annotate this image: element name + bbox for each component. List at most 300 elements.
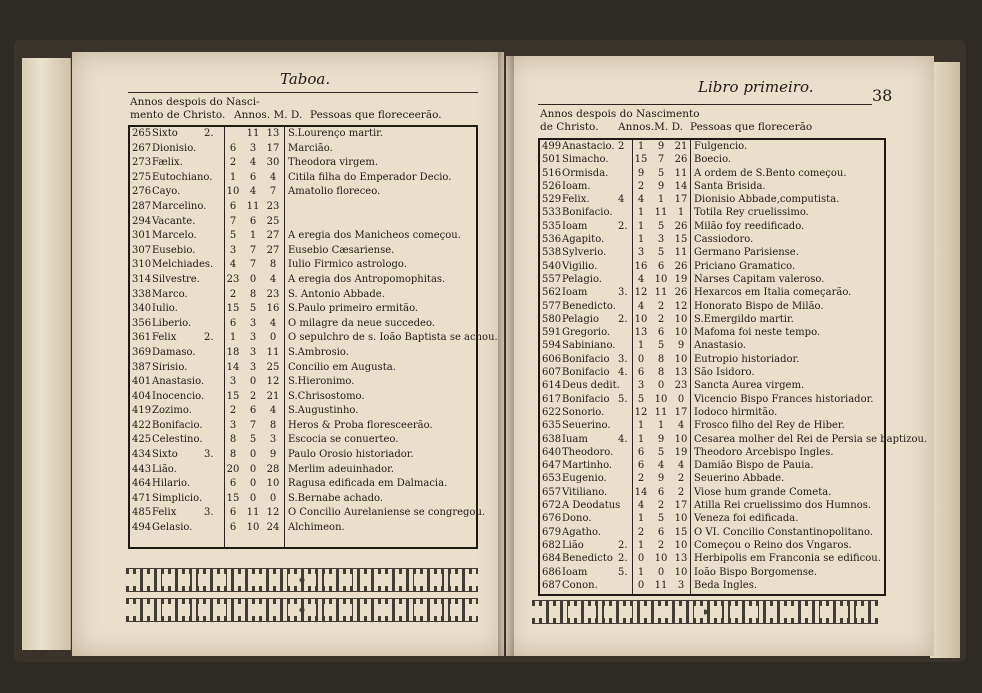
years-cell: 8	[229, 434, 237, 446]
months-cell: 9	[657, 433, 665, 445]
persons-cell: Merlim adeuinhador.	[288, 463, 395, 475]
year-cell: 340	[132, 303, 152, 315]
days-cell: 27	[266, 244, 280, 256]
years-cell: 8	[229, 449, 237, 461]
years-cell: 1	[637, 539, 645, 551]
year-cell: 672	[542, 500, 562, 512]
pope-name-cell: Vacante.	[152, 215, 196, 227]
pope-name-cell: Melchiades.	[152, 259, 214, 271]
year-cell: 686	[542, 566, 562, 578]
table-row	[130, 185, 476, 200]
table-row	[540, 406, 884, 419]
months-cell: 4	[249, 157, 257, 169]
months-cell: 0	[249, 273, 257, 285]
pope-name-cell: Felix	[152, 332, 177, 344]
table-row	[540, 512, 884, 525]
years-cell: 1	[229, 332, 237, 344]
days-cell: 0	[677, 393, 685, 405]
months-cell: 5	[657, 340, 665, 352]
years-cell: 3	[229, 376, 237, 388]
year-cell: 434	[132, 449, 152, 461]
persons-cell: Alchimeon.	[288, 522, 345, 534]
years-cell: 10	[226, 186, 240, 198]
persons-cell: O sepulchro de s. Ioão Baptista se achou.	[288, 332, 498, 344]
persons-cell: Eusebio Cæsariense.	[288, 244, 395, 256]
year-cell: 617	[542, 393, 562, 405]
pope-name-cell: Ioam.	[562, 180, 591, 192]
year-cell: 653	[542, 473, 562, 485]
table-row	[540, 366, 884, 379]
pope-name-cell: Ioam	[562, 566, 588, 578]
months-cell: 5	[657, 446, 665, 458]
year-cell: 276	[132, 186, 152, 198]
persons-cell: S. Antonio Abbade.	[288, 288, 385, 300]
persons-cell: Fulgencio.	[694, 141, 748, 152]
years-cell: 1	[637, 234, 645, 246]
pope-name-cell: Hilario.	[152, 478, 191, 490]
years-cell: 6	[229, 317, 237, 329]
days-cell: 21	[674, 141, 688, 152]
pope-name-cell: Lião	[562, 539, 584, 551]
table-row	[540, 419, 884, 432]
years-cell: 0	[637, 553, 645, 565]
year-cell: 443	[132, 463, 152, 475]
pope-name-cell: Marcelino.	[152, 200, 207, 212]
pope-name-cell: Sabiniano.	[562, 340, 616, 352]
year-cell: 401	[132, 376, 152, 388]
table-row	[130, 404, 476, 419]
table-row	[130, 200, 476, 215]
persons-cell: Dionisio Abbade,computista.	[694, 194, 840, 206]
left-running-head: Taboa.	[280, 70, 331, 88]
table-row	[540, 339, 884, 352]
days-cell: 14	[674, 180, 688, 192]
pope-name-cell: A Deodatus	[562, 500, 621, 512]
pope-name-cell: Iuam	[562, 433, 588, 445]
left-head-rule	[128, 92, 478, 93]
months-cell: 6	[657, 526, 665, 538]
months-cell: 10	[654, 273, 668, 285]
days-cell: 10	[674, 566, 688, 578]
years-cell: 12	[634, 287, 648, 299]
ordinal-cell: 4	[618, 194, 625, 206]
years-cell: 0	[637, 353, 645, 365]
persons-cell: Ioão Bispo Borgomense.	[694, 566, 818, 578]
years-cell: 0	[637, 579, 645, 591]
months-cell: 6	[657, 327, 665, 339]
year-cell: 594	[542, 340, 562, 352]
year-cell: 501	[542, 154, 562, 166]
pope-name-cell: Seuerino.	[562, 420, 611, 432]
year-cell: 265	[132, 128, 152, 139]
table-row	[130, 433, 476, 448]
table-row	[130, 171, 476, 186]
pope-name-cell: Pelagio	[562, 313, 599, 325]
right-head-rule	[538, 104, 872, 105]
months-cell: 7	[249, 259, 257, 271]
table-row	[130, 142, 476, 157]
ordinal-cell: 2.	[618, 553, 628, 565]
days-cell: 16	[266, 303, 280, 315]
year-cell: 557	[542, 273, 562, 285]
year-cell: 682	[542, 539, 562, 551]
years-cell: 4	[637, 300, 645, 312]
pope-name-cell: Agatho.	[562, 526, 602, 538]
year-cell: 638	[542, 433, 562, 445]
persons-cell: Viose hum grande Cometa.	[694, 486, 832, 498]
persons-cell: S.Augustinho.	[288, 405, 359, 417]
year-cell: 294	[132, 215, 152, 227]
years-cell: 10	[634, 313, 648, 325]
days-cell: 8	[269, 419, 277, 431]
days-cell: 0	[269, 332, 277, 344]
table-row	[130, 288, 476, 303]
year-cell: 535	[542, 220, 562, 232]
pope-name-cell: Vitiliano.	[562, 486, 608, 498]
table-row	[540, 379, 884, 392]
pope-name-cell: Ormisda.	[562, 167, 609, 179]
years-cell: 6	[229, 507, 237, 519]
days-cell: 19	[674, 273, 688, 285]
days-cell: 27	[266, 230, 280, 242]
persons-cell: Mafoma foi neste tempo.	[694, 327, 821, 339]
table-row	[540, 193, 884, 206]
days-cell: 15	[674, 526, 688, 538]
table-row	[130, 229, 476, 244]
persons-cell: Citila filha do Emperador Decio.	[288, 171, 452, 183]
year-cell: 310	[132, 259, 152, 271]
year-cell: 606	[542, 353, 562, 365]
year-cell: 356	[132, 317, 152, 329]
days-cell: 30	[266, 157, 280, 169]
table-row	[130, 156, 476, 171]
pope-name-cell: Sixto	[152, 128, 178, 139]
years-cell: 12	[634, 406, 648, 418]
table-row	[540, 140, 884, 153]
days-cell: 13	[674, 367, 688, 379]
year-cell: 640	[542, 446, 562, 458]
months-cell: 6	[657, 260, 665, 272]
days-cell: 13	[266, 128, 280, 139]
year-cell: 499	[542, 141, 562, 152]
years-cell: 1	[637, 207, 645, 219]
ordinal-cell: 4.	[618, 433, 628, 445]
year-cell: 301	[132, 230, 152, 242]
persons-cell: Eutropio historiador.	[694, 353, 800, 365]
persons-cell: Narses Capitam valeroso.	[694, 273, 825, 285]
years-cell: 7	[229, 215, 237, 227]
right-page-number: 38	[872, 86, 893, 105]
months-cell: 11	[246, 200, 260, 212]
pope-name-cell: Sonorio.	[562, 406, 605, 418]
years-cell: 2	[229, 288, 237, 300]
ordinal-cell: 2.	[204, 332, 214, 344]
table-row	[130, 375, 476, 390]
table-row	[540, 326, 884, 339]
persons-cell: Atilla Rei cruelissimo dos Humnos.	[694, 500, 872, 512]
pope-name-cell: Dionisio.	[152, 142, 197, 154]
years-cell: 4	[637, 500, 645, 512]
table-row	[130, 215, 476, 230]
days-cell: 24	[266, 522, 280, 534]
right-table-rows	[540, 140, 928, 592]
months-cell: 2	[657, 300, 665, 312]
persons-cell: Damião Bispo de Pauia.	[694, 460, 814, 472]
pope-name-cell: Eutochiano.	[152, 171, 213, 183]
year-cell: 529	[542, 194, 562, 206]
year-cell: 526	[542, 180, 562, 192]
persons-cell: A eregia dos Manicheos começou.	[288, 230, 461, 242]
table-row	[540, 499, 884, 512]
months-cell: 1	[657, 194, 665, 206]
days-cell: 0	[269, 492, 277, 504]
years-cell: 6	[229, 522, 237, 534]
pope-name-cell: Martinho.	[562, 460, 613, 472]
months-cell: 2	[249, 390, 257, 402]
table-row	[130, 390, 476, 405]
months-cell: 8	[249, 288, 257, 300]
months-cell: 3	[249, 332, 257, 344]
persons-cell: São Isidoro.	[694, 367, 755, 379]
right-page	[506, 56, 934, 656]
days-cell: 11	[674, 247, 688, 259]
table-row	[540, 153, 884, 166]
months-cell: 0	[249, 492, 257, 504]
days-cell: 9	[677, 340, 685, 352]
years-cell: 3	[637, 247, 645, 259]
persons-cell: S.Hieronimo.	[288, 376, 355, 388]
days-cell: 10	[674, 539, 688, 551]
left-column-heading-2: mento de Christo.	[130, 109, 226, 121]
table-row	[130, 419, 476, 434]
table-row	[540, 353, 884, 366]
months-cell: 4	[657, 460, 665, 472]
pope-name-cell: Benedicto.	[562, 300, 616, 312]
days-cell: 4	[269, 317, 277, 329]
year-cell: 314	[132, 273, 152, 285]
years-cell: 23	[226, 273, 240, 285]
right-column-heading-2: de Christo.	[540, 121, 599, 133]
days-cell: 26	[674, 287, 688, 299]
years-cell: 2	[229, 405, 237, 417]
year-cell: 273	[132, 157, 152, 169]
table-row	[130, 302, 476, 317]
months-cell: 5	[657, 247, 665, 259]
pope-name-cell: Bonifacio	[562, 393, 610, 405]
year-cell: 464	[132, 478, 152, 490]
months-cell: 7	[249, 244, 257, 256]
ordinal-cell: 3.	[204, 507, 214, 519]
table-row	[540, 220, 884, 233]
persons-cell: Boecio.	[694, 154, 732, 166]
persons-cell: Marcião.	[288, 142, 333, 154]
days-cell: 15	[674, 234, 688, 246]
persons-cell: Começou o Reino dos Vngaros.	[694, 539, 852, 551]
years-cell: 5	[229, 230, 237, 242]
pope-name-cell: Celestino.	[152, 434, 203, 446]
days-cell: 8	[269, 259, 277, 271]
ordinal-cell: 5.	[618, 566, 628, 578]
right-ornament-band	[532, 600, 878, 624]
persons-cell: O milagre da neue succedeo.	[288, 317, 435, 329]
pope-name-cell: Sirisio.	[152, 361, 188, 373]
pope-name-cell: Conon.	[562, 579, 598, 591]
days-cell: 3	[677, 579, 685, 591]
right-table	[538, 138, 928, 596]
ordinal-cell: 3.	[618, 287, 628, 299]
persons-cell: Paulo Orosio historiador.	[288, 449, 414, 461]
days-cell: 23	[266, 288, 280, 300]
year-cell: 536	[542, 234, 562, 246]
left-page	[72, 52, 504, 656]
months-cell: 0	[249, 376, 257, 388]
persons-cell: Ragusa edificada em Dalmacia.	[288, 478, 448, 490]
years-cell: 15	[226, 390, 240, 402]
year-cell: 404	[132, 390, 152, 402]
table-row	[540, 433, 928, 446]
years-cell: 3	[229, 244, 237, 256]
table-row	[540, 286, 884, 299]
table-row	[540, 300, 884, 313]
persons-cell: Santa Brisida.	[694, 180, 766, 192]
years-cell: 14	[634, 486, 648, 498]
table-row	[540, 313, 884, 326]
left-page-edges	[22, 58, 71, 650]
year-cell: 267	[132, 142, 152, 154]
pope-name-cell: Zozimo.	[152, 405, 192, 417]
left-column-heading-1: Annos despois do Nasci-	[130, 96, 260, 108]
pope-name-cell: Gelasio.	[152, 522, 193, 534]
pope-name-cell: Bonifacio	[562, 353, 610, 365]
persons-cell: Concilio em Augusta.	[288, 361, 396, 373]
months-cell: 9	[657, 180, 665, 192]
persons-cell: Cesarea molher del Rei de Persia se baptizou.	[694, 433, 928, 445]
pope-name-cell: Anastasio.	[152, 376, 205, 388]
year-cell: 635	[542, 420, 562, 432]
year-cell: 676	[542, 513, 562, 525]
days-cell: 3	[269, 434, 277, 446]
days-cell: 11	[674, 167, 688, 179]
years-cell: 13	[634, 327, 648, 339]
days-cell: 12	[266, 507, 280, 519]
persons-cell: A ordem de S.Bento começou.	[694, 167, 847, 179]
pope-name-cell: Felix.	[562, 194, 590, 206]
persons-cell: Germano Parisiense.	[694, 247, 799, 259]
table-row	[540, 459, 884, 472]
table-row	[540, 539, 884, 552]
months-cell: 6	[249, 171, 257, 183]
pope-name-cell: Cayo.	[152, 186, 181, 198]
table-row	[540, 260, 884, 273]
table-row	[130, 244, 476, 259]
days-cell: 2	[677, 473, 685, 485]
months-cell: 4	[249, 186, 257, 198]
days-cell: 17	[674, 500, 688, 512]
table-row	[130, 506, 486, 521]
years-cell: 1	[637, 513, 645, 525]
right-page-edges	[930, 62, 960, 658]
persons-cell: S.Bernabe achado.	[288, 492, 384, 504]
days-cell: 4	[677, 460, 685, 472]
days-cell: 17	[674, 194, 688, 206]
year-cell: 422	[132, 419, 152, 431]
pope-name-cell: Fælix.	[152, 157, 183, 169]
months-cell: 1	[657, 420, 665, 432]
years-cell: 15	[226, 303, 240, 315]
persons-cell: Vicencio Bispo Frances historiador.	[694, 393, 874, 405]
pope-name-cell: Ioam	[562, 220, 588, 232]
persons-cell: A eregia dos Antropomophitas.	[288, 273, 446, 285]
months-cell: 9	[657, 473, 665, 485]
days-cell: 10	[266, 478, 280, 490]
year-cell: 687	[542, 579, 562, 591]
year-cell: 369	[132, 346, 152, 358]
table-row	[130, 492, 476, 507]
table-row	[130, 317, 476, 332]
pope-name-cell: Iulio.	[152, 303, 178, 315]
year-cell: 614	[542, 380, 562, 392]
pope-name-cell: Simacho.	[562, 154, 609, 166]
persons-cell: S.Ambrosio.	[288, 346, 349, 358]
ordinal-cell: 2.	[618, 539, 628, 551]
ordinal-cell: 2.	[618, 313, 628, 325]
days-cell: 25	[266, 215, 280, 227]
days-cell: 23	[266, 200, 280, 212]
ordinal-cell: 3.	[618, 353, 628, 365]
months-cell: 0	[249, 463, 257, 475]
years-cell: 1	[637, 420, 645, 432]
year-cell: 538	[542, 247, 562, 259]
months-cell: 5	[657, 513, 665, 525]
persons-cell: Milão foy reedificado.	[694, 220, 805, 232]
pope-name-cell: Felix	[152, 507, 177, 519]
year-cell: 684	[542, 553, 562, 565]
months-cell: 2	[657, 539, 665, 551]
months-cell: 10	[654, 553, 668, 565]
persons-cell: Sancta Aurea virgem.	[694, 380, 805, 392]
months-cell: 0	[249, 478, 257, 490]
table-row	[130, 331, 498, 346]
year-cell: 516	[542, 167, 562, 179]
year-cell: 533	[542, 207, 562, 219]
years-cell: 6	[637, 446, 645, 458]
year-cell: 275	[132, 171, 152, 183]
years-cell: 1	[637, 566, 645, 578]
persons-cell: Seuerino Abbade.	[694, 473, 785, 485]
year-cell: 647	[542, 460, 562, 472]
days-cell: 4	[269, 405, 277, 417]
table-row	[540, 167, 884, 180]
persons-cell: Cassiodoro.	[694, 234, 754, 246]
year-cell: 419	[132, 405, 152, 417]
ordinal-cell: 2	[618, 141, 625, 152]
right-column-heading-pessoas: Pessoas que florecerão	[690, 121, 813, 133]
left-table-rows	[130, 127, 498, 536]
months-cell: 6	[249, 405, 257, 417]
pope-name-cell: Marco.	[152, 288, 188, 300]
table-row	[540, 579, 884, 592]
table-row	[130, 477, 476, 492]
pope-name-cell: Sixto	[152, 449, 178, 461]
year-cell: 425	[132, 434, 152, 446]
pope-name-cell: Bonifacio.	[152, 419, 203, 431]
table-row	[540, 486, 884, 499]
days-cell: 10	[674, 353, 688, 365]
years-cell: 2	[637, 180, 645, 192]
year-cell: 577	[542, 300, 562, 312]
table-row	[540, 552, 884, 565]
year-cell: 494	[132, 522, 152, 534]
